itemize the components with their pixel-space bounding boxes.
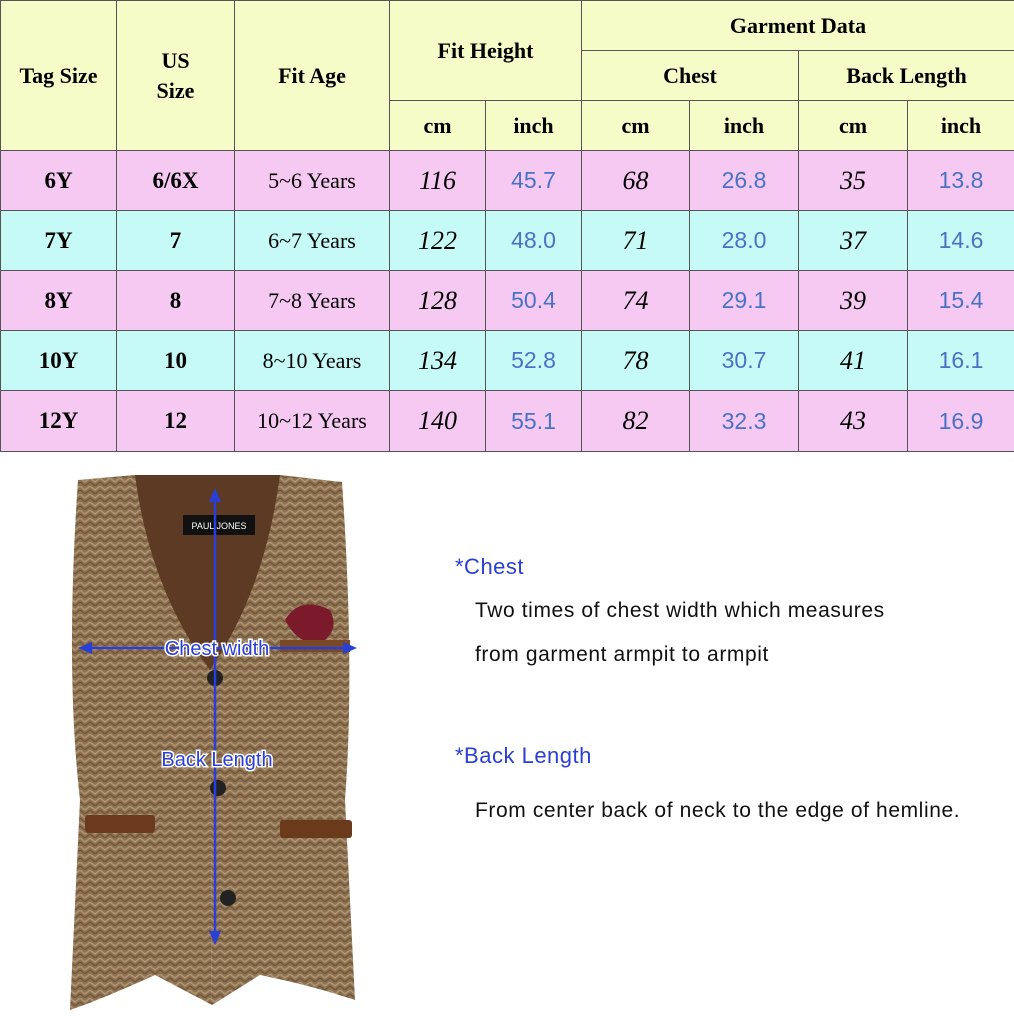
back-inch-cell: 14.6 (908, 211, 1014, 271)
header-fit-height: Fit Height (390, 1, 582, 101)
back-inch-cell: 15.4 (908, 271, 1014, 331)
header-height-inch: inch (486, 101, 582, 151)
back-inch-cell: 16.1 (908, 331, 1014, 391)
back-inch-cell: 16.9 (908, 391, 1014, 452)
back-inch-cell: 13.8 (908, 151, 1014, 211)
tag-size-cell: 8Y (1, 271, 117, 331)
height-cm-cell: 122 (390, 211, 486, 271)
back-cm-cell: 39 (799, 271, 908, 331)
header-us-size: US Size (117, 1, 235, 151)
right-pocket-welt (280, 820, 352, 838)
chest-inch-cell: 30.7 (690, 331, 799, 391)
chest-cm-cell: 74 (582, 271, 690, 331)
tag-size-cell: 12Y (1, 391, 117, 452)
left-pocket-welt (85, 815, 155, 833)
back-cm-cell: 35 (799, 151, 908, 211)
header-garment-data: Garment Data (582, 1, 1014, 51)
height-inch-cell: 45.7 (486, 151, 582, 211)
chest-width-label: Chest width (165, 638, 270, 660)
fit-age-cell: 10~12 Years (235, 391, 390, 452)
vest-illustration (60, 470, 390, 1020)
back-length-note-heading: *Back Length (455, 743, 592, 769)
us-size-cell: 8 (117, 271, 235, 331)
vest-button (210, 780, 226, 796)
chest-inch-cell: 28.0 (690, 211, 799, 271)
chest-cm-cell: 78 (582, 331, 690, 391)
chest-note-heading: *Chest (455, 554, 524, 580)
chest-cm-cell: 68 (582, 151, 690, 211)
header-tag-size: Tag Size (1, 1, 117, 151)
tag-size-cell: 10Y (1, 331, 117, 391)
header-chest-inch: inch (690, 101, 799, 151)
fit-age-cell: 5~6 Years (235, 151, 390, 211)
us-size-cell: 6/6X (117, 151, 235, 211)
us-size-cell: 7 (117, 211, 235, 271)
fit-age-cell: 7~8 Years (235, 271, 390, 331)
height-cm-cell: 140 (390, 391, 486, 452)
chest-cm-cell: 82 (582, 391, 690, 452)
back-length-note-line: From center back of neck to the edge of hemline. (475, 799, 960, 823)
height-inch-cell: 48.0 (486, 211, 582, 271)
chest-cm-cell: 71 (582, 211, 690, 271)
height-cm-cell: 116 (390, 151, 486, 211)
height-cm-cell: 128 (390, 271, 486, 331)
back-cm-cell: 41 (799, 331, 908, 391)
tag-size-cell: 7Y (1, 211, 117, 271)
back-cm-cell: 37 (799, 211, 908, 271)
header-back-inch: inch (908, 101, 1014, 151)
chest-note-line: from garment armpit to armpit (475, 643, 769, 667)
tag-size-cell: 6Y (1, 151, 117, 211)
vest-button (220, 890, 236, 906)
chest-inch-cell: 32.3 (690, 391, 799, 452)
back-cm-cell: 43 (799, 391, 908, 452)
fit-age-cell: 6~7 Years (235, 211, 390, 271)
brand-tag-text: PAUL JONES (191, 521, 246, 531)
header-back-length: Back Length (799, 51, 1014, 101)
header-chest-cm: cm (582, 101, 690, 151)
height-inch-cell: 50.4 (486, 271, 582, 331)
header-fit-age: Fit Age (235, 1, 390, 151)
fit-age-cell: 8~10 Years (235, 331, 390, 391)
height-inch-cell: 55.1 (486, 391, 582, 452)
height-cm-cell: 134 (390, 331, 486, 391)
us-size-cell: 10 (117, 331, 235, 391)
us-size-cell: 12 (117, 391, 235, 452)
height-inch-cell: 52.8 (486, 331, 582, 391)
back-length-label: Back Length (161, 749, 272, 771)
chest-inch-cell: 26.8 (690, 151, 799, 211)
chest-note-line: Two times of chest width which measures (475, 599, 885, 623)
header-height-cm: cm (390, 101, 486, 151)
header-back-cm: cm (799, 101, 908, 151)
chest-pocket-welt (280, 640, 350, 652)
chest-inch-cell: 29.1 (690, 271, 799, 331)
header-chest: Chest (582, 51, 799, 101)
measurement-notes (455, 0, 1014, 1024)
